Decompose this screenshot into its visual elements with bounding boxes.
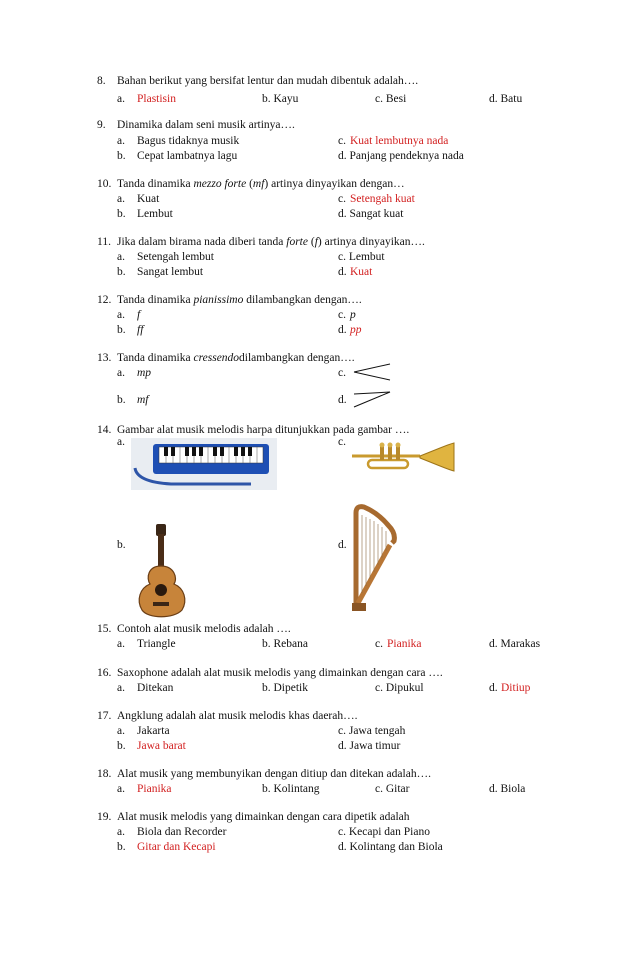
option-label: a.	[117, 725, 125, 737]
option: d. Batu	[489, 93, 523, 105]
option-label: a.	[117, 135, 125, 147]
option-label: c.	[338, 309, 346, 321]
option-label: a.	[117, 251, 125, 263]
decrescendo-icon	[352, 390, 392, 410]
option: Lembut	[137, 208, 173, 220]
option-label: b.	[117, 324, 126, 336]
question-8-stem: Bahan berikut yang bersifat lentur dan mudah dibentuk adalah….	[117, 75, 419, 87]
option: Cepat lambatnya lagu	[137, 150, 238, 162]
guitar-icon	[134, 522, 190, 620]
question-11-number: 11.	[97, 236, 111, 248]
option-label: c.	[338, 436, 346, 448]
option: d. Marakas	[489, 638, 541, 650]
question-17-number: 17.	[97, 710, 112, 722]
option: Biola dan Recorder	[137, 826, 227, 838]
question-8-number: 8.	[97, 75, 106, 87]
option: b. Kolintang	[262, 783, 320, 795]
trumpet-icon	[350, 440, 456, 474]
question-18-stem: Alat musik yang membunyikan dengan ditiup dan ditekan adalah….	[117, 768, 431, 780]
question-16-number: 16.	[97, 667, 112, 679]
option-label: b.	[117, 208, 126, 220]
option: ff	[137, 324, 144, 336]
option: Jakarta	[137, 725, 170, 737]
option-label: b.	[117, 539, 126, 551]
option-label: a.	[117, 783, 125, 795]
option: d. Jawa timur	[338, 740, 401, 752]
option-label: c.	[338, 193, 346, 205]
option-label: b.	[117, 740, 126, 752]
question-18-number: 18.	[97, 768, 112, 780]
option-label: d.	[338, 539, 347, 551]
question-12-number: 12.	[97, 294, 112, 306]
option: d. Sangat kuat	[338, 208, 404, 220]
question-14-stem: Gambar alat musik melodis harpa ditunjukkan pada gambar ….	[117, 424, 410, 436]
question-15-number: 15.	[97, 623, 112, 635]
option-label: c.	[338, 367, 346, 379]
option: Sangat lembut	[137, 266, 204, 278]
melodica-icon	[131, 438, 277, 490]
option: c. Lembut	[338, 251, 385, 263]
option: Triangle	[137, 638, 176, 650]
option: c. Besi	[375, 93, 407, 105]
option-answer: Pianika	[137, 783, 172, 795]
option: Bagus tidaknya musik	[137, 135, 240, 147]
question-15-stem: Contoh alat musik melodis adalah ….	[117, 623, 291, 635]
option-label: a.	[117, 193, 125, 205]
question-13-stem: Tanda dinamika cressendodilambangkan dengan….	[117, 352, 355, 364]
option-label: d.	[338, 324, 347, 336]
option-label: b.	[117, 394, 126, 406]
option-label: a.	[117, 93, 125, 105]
question-9-stem: Dinamika dalam seni musik artinya….	[117, 119, 295, 131]
option-label: a.	[117, 826, 125, 838]
option: b. Kayu	[262, 93, 299, 105]
question-13-number: 13.	[97, 352, 112, 364]
option: d. Panjang pendeknya nada	[338, 150, 464, 162]
option-answer: Kuat	[350, 266, 373, 278]
question-11-stem: Jika dalam birama nada diberi tanda forte (f) artinya dinyayikan….	[117, 236, 425, 248]
harp-icon	[348, 503, 400, 613]
option-label: c.	[375, 638, 383, 650]
option: c. Jawa tengah	[338, 725, 406, 737]
option-label: c.	[338, 135, 346, 147]
question-9-number: 9.	[97, 119, 106, 131]
question-10-number: 10.	[97, 178, 112, 190]
option-label: a.	[117, 638, 125, 650]
option: p	[350, 309, 356, 321]
option: b. Rebana	[262, 638, 308, 650]
question-10-stem: Tanda dinamika mezzo forte (mf) artinya dinyayikan dengan…	[117, 178, 405, 190]
option: mp	[137, 367, 152, 379]
option-label: a.	[117, 436, 125, 448]
option: c. Kecapi dan Piano	[338, 826, 430, 838]
option: Kuat	[137, 193, 160, 205]
option: c. Dipukul	[375, 682, 424, 694]
option-answer: Setengah kuat	[350, 193, 415, 205]
option: b. Dipetik	[262, 682, 308, 694]
option-label: d.	[338, 394, 347, 406]
option-label: d.	[489, 682, 498, 694]
option-label: b.	[117, 841, 126, 853]
option: Ditekan	[137, 682, 174, 694]
option-label: a.	[117, 367, 125, 379]
question-17-stem: Angklung adalah alat musik melodis khas daerah….	[117, 710, 358, 722]
option-answer: Plastisin	[137, 93, 176, 105]
option: d. Biola	[489, 783, 526, 795]
option-label: b.	[117, 150, 126, 162]
option: Setengah lembut	[137, 251, 214, 263]
option-answer: Jawa barat	[137, 740, 186, 752]
option: mf	[137, 394, 149, 406]
question-12-stem: Tanda dinamika pianissimo dilambangkan dengan….	[117, 294, 362, 306]
option: c. Gitar	[375, 783, 410, 795]
question-14-number: 14.	[97, 424, 112, 436]
option-label: a.	[117, 309, 125, 321]
option-answer: Kuat lembutnya nada	[350, 135, 449, 147]
option-answer: Gitar dan Kecapi	[137, 841, 216, 853]
question-19-stem: Alat musik melodis yang dimainkan dengan cara dipetik adalah	[117, 811, 410, 823]
crescendo-icon	[352, 362, 392, 382]
option: f	[137, 309, 141, 321]
question-16-stem: Saxophone adalah alat musik melodis yang dimainkan dengan cara ….	[117, 667, 443, 679]
option-answer: Ditiup	[501, 682, 531, 694]
option-answer: pp	[350, 324, 362, 336]
option-label: a.	[117, 682, 125, 694]
option-answer: Pianika	[387, 638, 422, 650]
option-label: b.	[117, 266, 126, 278]
option-label: d.	[338, 266, 347, 278]
option: d. Kolintang dan Biola	[338, 841, 443, 853]
question-19-number: 19.	[97, 811, 112, 823]
